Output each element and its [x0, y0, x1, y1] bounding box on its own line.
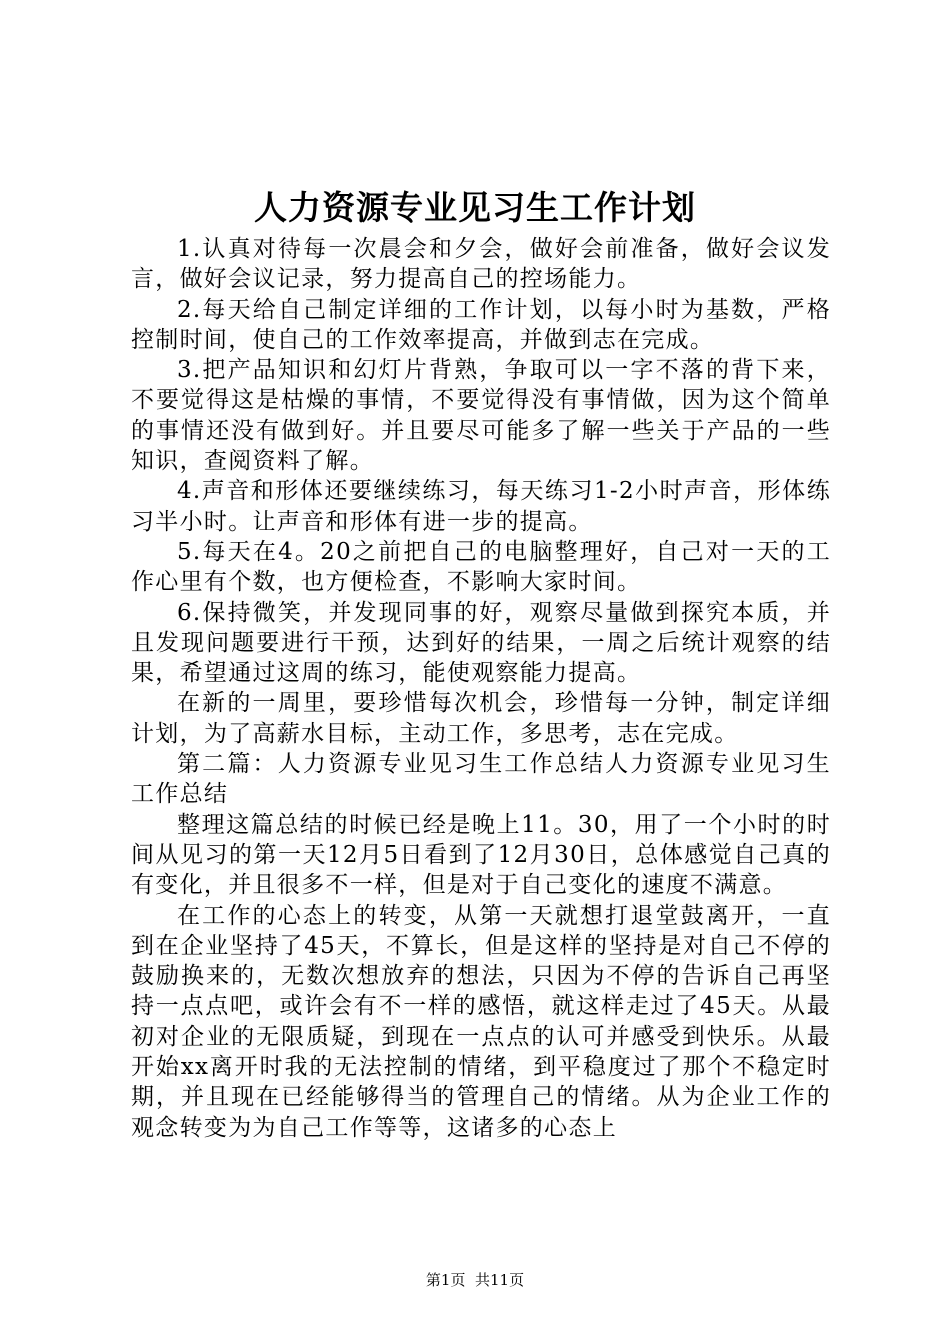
page-total: 共11页 [475, 1271, 525, 1289]
paragraph: 2.每天给自己制定详细的工作计划，以每小时为基数，严格控制时间，使自己的工作效率提高，并做到志在完成。 [131, 296, 831, 353]
document-body [131, 234, 831, 1143]
paragraph: 6.保持微笑，并发现同事的好，观察尽量做到探究本质，并且发现问题要进行干预，达到好的结果，一周之后统计观察的结果，希望通过这周的练习，能使观察能力提高。 [131, 599, 831, 687]
paragraph: 4.声音和形体还要继续练习，每天练习1-2小时声音，形体练习半小时。让声音和形体有进一步的提高。 [131, 478, 831, 535]
paragraph: 在新的一周里，要珍惜每次机会，珍惜每一分钟，制定详细计划，为了高薪水目标，主动工作，多思考，志在完成。 [131, 690, 831, 747]
paragraph: 整理这篇总结的时候已经是晚上11。30，用了一个小时的时间从见习的第一天12月5日看到了12月30日，总体感觉自己真的有变化，并且很多不一样，但是对于自己变化的速度不满意。 [131, 811, 831, 899]
paragraph: 3.把产品知识和幻灯片背熟，争取可以一字不落的背下来，不要觉得这是枯燥的事情，不要觉得没有事情做，因为这个简单的事情还没有做到好。并且要尽可能多了解一些关于产品的一些知识，查阅资料了解。 [131, 357, 831, 475]
document-title: 人力资源专业见习生工作计划 [254, 188, 696, 227]
section-heading: 第二篇：人力资源专业见习生工作总结人力资源专业见习生工作总结 [131, 751, 831, 808]
paragraph: 1.认真对待每一次晨会和夕会，做好会前准备，做好会议发言，做好会议记录，努力提高自己的控场能力。 [131, 236, 831, 293]
page-number: 第1页 [425, 1271, 466, 1289]
paragraph: 在工作的心态上的转变，从第一天就想打退堂鼓离开，一直到在企业坚持了45天，不算长，但是这样的坚持是对自己不停的鼓励换来的，无数次想放弃的想法，只因为不停的告诉自己再坚持一点点吧，或许会有不一样的感悟，就这样走过了45天。从最初对企业的无限质疑，到现在一点点的认可并感受到快乐。从最开始xx离开时我的无法控制的情绪，到平稳度过了那个不稳定时期，并且现在已经能够得当的管理自己的情绪。从为企业工作的观念转变为为自己工作等等，这诸多的心态上 [131, 902, 831, 1141]
footer-gap [465, 1271, 475, 1289]
paragraph: 5.每天在4。20之前把自己的电脑整理好，自己对一天的工作心里有个数，也方便检查，不影响大家时间。 [131, 538, 831, 596]
page-footer [0, 1270, 950, 1290]
